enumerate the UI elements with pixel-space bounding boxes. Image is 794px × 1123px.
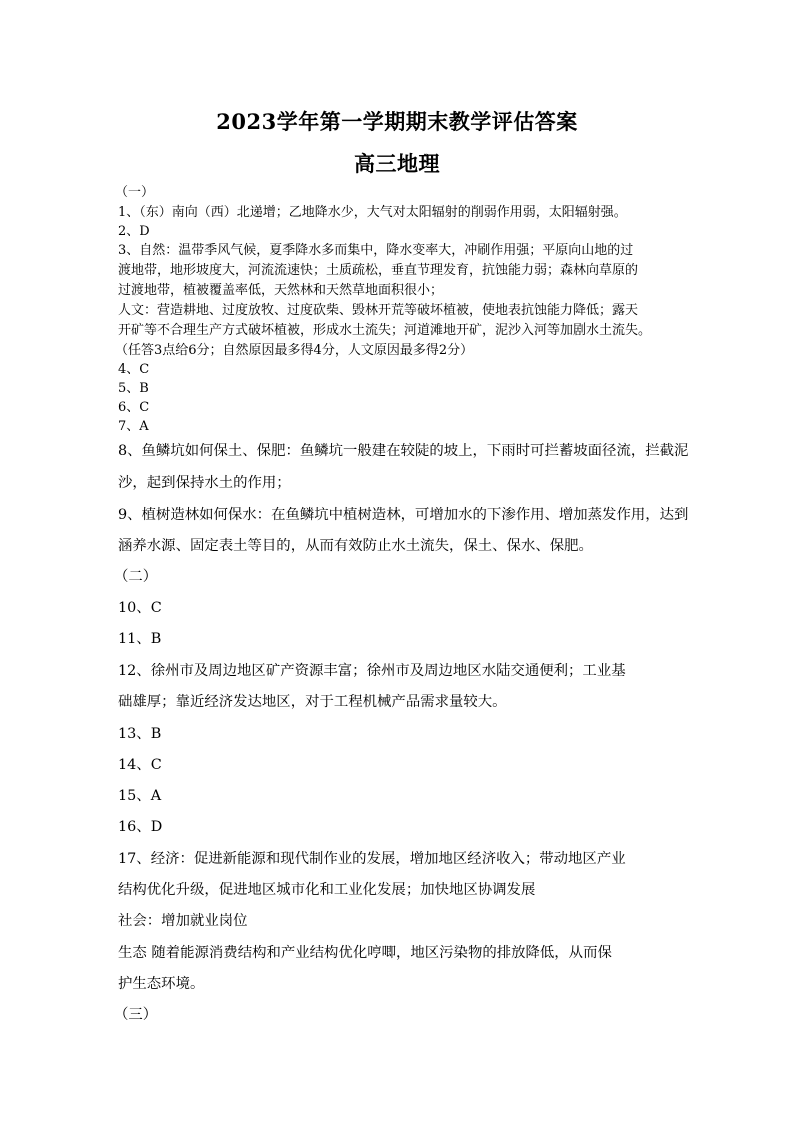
answer-line: 7、A (118, 419, 149, 434)
answer-line: 15、A (118, 788, 162, 804)
answer-content (114, 182, 689, 1031)
answer-line: 社会：增加就业岗位 (118, 913, 248, 929)
answer-line: 护生态环境。 (118, 976, 205, 992)
answer-line: 12、徐州市及周边地区矿产资源丰富；徐州市及周边地区水陆交通便利；工业基 (118, 663, 626, 679)
answer-line: 开矿等不合理生产方式破坏植被，形成水土流失；河道滩地开矿，泥沙入河等加剧水土流失。 (118, 323, 652, 338)
answer-line: 8、鱼鳞坑如何保土、保肥：鱼鳞坑一般建在较陡的坡上，下雨时可拦蓄坡面径流，拦截泥 (118, 443, 689, 459)
answer-line: （任答3点给6分；自然原因最多得4分，人文原因最多得2分） (115, 343, 474, 358)
answer-line: 16、D (118, 819, 163, 835)
document-subtitle: 高三地理 (354, 151, 440, 176)
answer-line: 生态 随着能源消费结构和产业结构优化哼唧，地区污染物的排放降低，从而保 (118, 945, 612, 961)
answer-line: 10、C (118, 600, 162, 616)
answer-line: 17、经济：促进新能源和现代制作业的发展，增加地区经济收入；带动地区产业 (118, 851, 626, 867)
answer-line: 1、（东）南向（西）北递增；乙地降水少，大气对太阳辐射的削弱作用弱，太阳辐射强。 (118, 205, 627, 220)
answer-line: （三） (114, 1007, 158, 1023)
answer-line: 涵养水源、固定表土等目的，从而有效防止水土流失，保土、保水、保肥。 (118, 538, 593, 554)
answer-line: 3、自然：温带季风气候，夏季降水多而集中，降水变率大，冲刷作用强；平原向山地的过 (118, 243, 634, 258)
document-title: 2023学年第一学期期末教学评估答案 (216, 109, 578, 134)
answer-line: 过渡地带，植被覆盖率低，天然林和天然草地面积很小； (118, 283, 444, 298)
answer-line: （一） (115, 185, 155, 200)
answer-line: 4、C (118, 362, 150, 377)
answer-line: 14、C (118, 757, 162, 773)
answer-line: 11、B (118, 631, 162, 647)
answer-line: 人文：营造耕地、过度放牧、过度砍柴、毁林开荒等破坏植被，使地表抗蚀能力降低；露天 (118, 303, 639, 318)
answer-line: 2、D (118, 224, 150, 239)
answer-line: 础雄厚；靠近经济发达地区，对于工程机械产品需求量较大。 (118, 694, 507, 710)
answer-line: 5、B (118, 381, 149, 396)
answer-line: 沙，起到保持水土的作用； (118, 475, 291, 491)
answer-line: 结构优化升级，促进地区城市化和工业化发展；加快地区协调发展 (118, 882, 536, 898)
answer-line: 9、植树造林如何保水：在鱼鳞坑中植树造林，可增加水的下渗作用、增加蒸发作用，达到 (118, 507, 689, 523)
answer-line: 13、B (118, 726, 162, 742)
answer-line: 6、C (118, 400, 150, 415)
answer-line: （二） (114, 569, 158, 585)
answer-line: 渡地带，地形坡度大，河流流速快；土质疏松，垂直节理发育，抗蚀能力弱；森林向草原的 (118, 263, 639, 278)
